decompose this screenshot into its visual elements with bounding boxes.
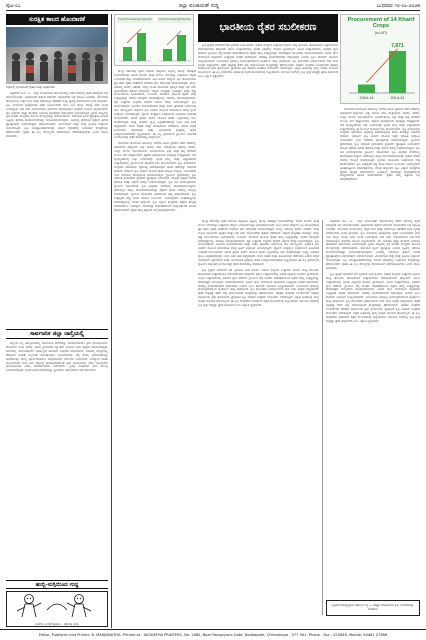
article-middle-body [114,70,196,615]
article-far-right [340,108,420,216]
article-text: ಜಿಲ್ಲೆಯ ಎಲ್ಲ ತಾಲ್ಲೂಕುಗಳಲ್ಲಿ ಸಾರ್ವಜನಿಕ ಸೇವೆಗಳನ್ನು ಸುಗಮಗೊಳಿಸಲು ಕ್ರಮ ಕೈಗೊಳ್ಳಲಾಗಿದೆ. ಕುಡಿಯುವ ನೀರಿನ ಸಮಸ್ಯೆ ಇರುವ ಗ್ರಾಮಗಳಿಗೆ ಟ್ಯಾಂಕರ್ ಮೂಲಕ ನೀರು ಪೂರೈಕೆ ಮಾಡಲಾಗುತ್ತಿದೆ. ಶಾಲೆಗಳಲ್ಲಿ ಮೂಲಸೌಕರ್ಯ ಅಭಿವೃದ್ಧಿಗೆ ಅನುದಾನ ಬಿಡುಗಡೆ ಮಾಡಲಾಗಿದೆ. ಆರೋಗ್ಯ ಕೇಂದ್ರಗಳಲ್ಲಿ ಔಷಧಿಗಳ ಕೊರತೆ ಇಲ್ಲದಂತೆ ನೋಡಿಕೊಳ್ಳಲು ಸೂಚಿಸಲಾಗಿದೆ. ರಸ್ತೆ ದುರಸ್ತಿ ಕಾಮಗಾರಿಗಳನ್ನು ಮಳೆಗಾಲಕ್ಕೂ ಮುನ್ನ ಪೂರ್ಣಗೊಳಿಸಲು ಗುತ್ತಿಗೆದಾರರಿಗೆ ನಿರ್ದೇಶನ ನೀಡಲಾಗಿದೆ. ಉದ್ಯೋಗ ಖಾತರಿ ಯೋಜನೆಯಡಿ ಕೂಲಿ ಹಣ ಸಕಾಲಕ್ಕೆ ಪಾವತಿಯಾಗುವಂತೆ ಕ್ರಮ ವಹಿಸಲಾಗಿದೆ. ವಸತಿ ಯೋಜನೆಯ ಫಲಾನುಭವಿಗಳ ಆಯ್ಕೆ ಪಾರದರ್ಶಕವಾಗಿ ನಡೆಯಲಿದೆ. ಸ್ತ್ರೀಶಕ್ತಿ ಸಂಘಗಳಿಗೆ ಸಾಲ ಸೌಲಭ್ಯ ಒದಗಿಸಲಾಗುತ್ತಿದೆ. ಸಾರ್ವಜನಿಕರ ದೂರುಗಳನ್ನು ಸ್ವೀಕರಿಸಲು ಸಹಾಯವಾಣಿ ಆರಂಭಿಸಲಾಗಿದೆ. [6,342,108,373]
article-text: ಕೇಂದ್ರ ಸರ್ಕಾರವು ರೈತರ ಆದಾಯ ಹೆಚ್ಚಿಸುವ ನಿಟ್ಟಿನಲ್ಲಿ ಹಲವು ಮಹತ್ವದ ಯೋಜನೆಗಳನ್ನು ಜಾರಿಗೆ ತಂದಿದೆ. ಕನಿಷ್ಠ ಬೆಂಬಲ ಬೆಲೆಯನ್ನು ಉತ್ಪಾದನಾ ವೆಚ್ಚದ ಒಂದೂವರೆ ಪಟ್ಟು ನಿಗದಿಪಡಿಸಲಾಗಿದೆ. ಪಿಎಂ ಕಿಸಾನ್ ಸಮ್ಮಾನ್ ನಿಧಿ ಯೋಜನೆಯಡಿ ಪ್ರತಿ ವರ್ಷ ರೈತರ ಖಾತೆಗಳಿಗೆ ನೇರವಾಗಿ ಹಣ ವರ್ಗಾವಣೆ ಮಾಡಲಾಗುತ್ತಿದೆ. ಮಣ್ಣು ಆರೋಗ್ಯ ಕಾರ್ಡ್ ವಿತರಣೆ, ಬೇವು ಲೇಪಿತ ಯೂರಿಯಾ ಪೂರೈಕೆ ಮತ್ತು ಬೆಳೆ ವಿಮೆ ಯೋಜನೆಗಳು ರೈತರಿಗೆ ನೆರವಾಗಿವೆ. ಆಹಾರ ಸಂಸ್ಕರಣಾ ಸಾಮರ್ಥ್ಯ ಮತ್ತು ರಫ್ತು ಗಣನೀಯವಾಗಿ ಏರಿಕೆಯಾಗಿದೆ. ಇ-ನಾಮ್ ವೇದಿಕೆಯ ಮೂಲಕ ರೈತರು ತಮ್ಮ ಉತ್ಪನ್ನಗಳನ್ನು ದೇಶದ ಯಾವುದೇ ಮಾರುಕಟ್ಟೆಯಲ್ಲಿ ಮಾರಾಟ ಮಾಡಬಹುದಾಗಿದೆ. ರೈತ ಉತ್ಪಾದಕ ಸಂಸ್ಥೆಗಳ ರಚನೆಗೆ ಆರ್ಥಿಕ ನೆರವು ನೀಡಲಾಗುತ್ತಿದೆ. ಕೃಷಿ ಮೂಲಸೌಕರ್ಯ ನಿಧಿಯಡಿ ಗೋದಾಮುಗಳು ಮತ್ತು ಶೀತಲ ಘಟಕಗಳ ನಿರ್ಮಾಣಕ್ಕೆ ಸಾಲ ಸೌಲಭ್ಯವಿದೆ. ನೈಸರ್ಗಿಕ ಕೃಷಿ ಮಿಷನ್ ಮೂಲಕ ರಾಸಾಯನಿಕ ಮುಕ್ತ ಕೃಷಿಗೆ ಉತ್ತೇಜನ ನೀಡಲಾಗುತ್ತಿದೆ. ಡ್ರೋನ್ ತಂತ್ರಜ್ಞಾನ ಬಳಕೆಯಿಂದ ಕೀಟನಾಶಕ ಸಿಂಪಡಣೆ ಸುಲಭವಾಗಿದೆ. ಕಿಸಾನ್ ಕ್ರೆಡಿಟ್ ಕಾರ್ಡ್ ಮೂಲಕ ಕಡಿಮೆ ಬಡ್ಡಿದರದಲ್ಲಿ ಸಾಲ ದೊರೆಯುತ್ತಿದೆ. ಸೂಕ್ಷ್ಮ ನೀರಾವರಿ ವ್ಯಾಪ್ತಿ ವಿಸ್ತರಣೆಯಾಗಿದ್ದು ನೀರಿನ ಮಿತ ಬಳಕೆ ಸಾಧ್ಯವಾಗಿದೆ. ಜೇನು ಸಾಕಣೆ ಮತ್ತು ತೋಟಗಾರಿಕೆ ಬೆಳೆಗಳಿಗೂ ವಿಶೇಷ ಆದ್ಯತೆ ನೀಡಲಾಗಿದೆ. ಹೈನುಗಾರಿಕೆ ಮತ್ತು ಮೀನುಗಾರಿಕೆ ಕ್ಷೇತ್ರದಲ್ಲಿ ಹೊಸ ಉದ್ಯೋಗಾವಕಾಶಗಳು ಸೃಷ್ಟಿಯಾಗಿವೆ. ಈ ಎಲ್ಲ ಕ್ರಮಗಳಿಂದ ಗ್ರಾಮೀಣ ಆರ್ಥಿಕತೆ ಬಲಗೊಂಡಿದ್ದು ರೈತರ ಜೀವನಮಟ್ಟ ಸುಧಾರಿಸಿದೆ. [114,70,196,140]
processing-charts [114,14,194,66]
cartoon-caption: ಮಳೆಯ ಬಂದರೆ ಹೋಗಿ... ಪಶುಗಳ ಭಾಗ್ಯ [35,622,79,626]
chart-title: Procurement of 14 Kharif Crops [347,17,415,30]
issue-date: ಬುಧವಾರ ೧೮-೦೬-೨೦೨೫ [376,3,420,9]
exports-bar-new [177,35,186,61]
column-rule [111,14,112,628]
column-rule [322,220,323,615]
capacity-bar-new [137,33,146,61]
cartoon-drawing [7,592,107,618]
article-text: ಚಿತ್ರದುರ್ಗ ಜೂ. ೧೭ - ಜಿಲ್ಲಾ ಪಂಚಾಯತ್ ಸಭಾಂಗಣದಲ್ಲಿ ನಡೆದ ಸಭೆಯಲ್ಲಿ ರೈತರ ಸಮಸ್ಯೆಗಳ ಬಗ್ಗೆ ಚರ್ಚಿಸಲಾಯಿತು. ಅಧಿಕಾರಿಗಳು ರೈತರಿಗೆ ಸರ್ಕಾರದ ಯೋಜನೆಗಳ ಬಗ್ಗೆ ಮಾಹಿತಿ ನೀಡಿದರು. ಮುಂಗಾರು ಹಂಗಾಮಿನಲ್ಲಿ ಬಿತ್ತನೆ ಬೀಜ ಮತ್ತು ರಸಗೊಬ್ಬರ ವಿತರಣೆಗೆ ಸೂಕ್ತ ವ್ಯವಸ್ಥೆ ಮಾಡಲಾಗಿದೆ ಎಂದು ತಿಳಿಸಿದರು. ಕೃಷಿ ಇಲಾಖೆಯ ಅಧಿಕಾರಿಗಳು ರೈತರ ಜಮೀನುಗಳಿಗೆ ಭೇಟಿ ನೀಡಿ ಮಣ್ಣು ಪರೀಕ್ಷೆ ನಡೆಸಿ ಸಲಹೆ ನೀಡಲಿದ್ದಾರೆ. ಬೆಳೆ ವಿಮೆ ಯೋಜನೆಯಡಿ ನೋಂದಣಿ ಮಾಡಿಕೊಳ್ಳಲು ಕೊನೆಯ ದಿನಾಂಕ ವಿಸ್ತರಿಸಲಾಗಿದೆ. ಹನಿ ನೀರಾವರಿ ಮತ್ತು ತುಂತುರು ನೀರಾವರಿ ಘಟಕಗಳಿಗೆ ಸಹಾಯಧನ ನೀಡಲಾಗುತ್ತಿದೆ. ಗ್ರಾಮ ಮಟ್ಟದಲ್ಲಿ ರೈತ ಸಂಪರ್ಕ ಕೇಂದ್ರಗಳ ಮೂಲಕ ಸೌಲಭ್ಯಗಳನ್ನು ಪಡೆಯಬಹುದು. ಸಾವಯವ ಕೃಷಿಗೆ ಪ್ರೋತ್ಸಾಹ ನೀಡುವ ನಿಟ್ಟಿನಲ್ಲಿ ತರಬೇತಿ ಕಾರ್ಯಾಗಾರಗಳನ್ನು ಆಯೋಜಿಸಲಾಗುವುದು. ಸಿರಿಧಾನ್ಯ ಬೆಳೆಯುವ ರೈತರಿಗೆ ವಿಶೇಷ ಪ್ರೋತ್ಸಾಹಧನ ನೀಡಲಾಗುತ್ತದೆ. ಪಶುಸಂಗೋಪನೆ, ಮೀನುಗಾರಿಕೆ ಮತ್ತು ರೇಷ್ಮೆ ಕೃಷಿಗೂ ಉತ್ತೇಜನ ನೀಡಲಾಗುತ್ತಿದೆ. ಕೃಷಿ ಯಂತ್ರೋಪಕರಣಗಳನ್ನು ಬಾಡಿಗೆ ಆಧಾರದಲ್ಲಿ ಒದಗಿಸುವ ಕೇಂದ್ರಗಳನ್ನು ತೆರೆಯಲಾಗಿದೆ. ರೈತರು ಈ ಎಲ್ಲ ಸೌಲಭ್ಯಗಳ ಸದುಪಯೋಗ ಪಡೆದುಕೊಳ್ಳಬೇಕು ಎಂದು ಮನವಿ ಮಾಡಿದರು. [6,92,108,138]
imprint-footer: Editor, Publisher and Printer: B. MANJUNATHA. Printed at : AKSHATHA PRINTERS, No. 1860, Near Rangayana Gate, Doddapete, Chitradurga - 577 501. Phone - Fax : 225848, Mobile: 94481 27866 [0,629,426,640]
page-number: ಪುಟ-೦೭ [6,3,21,9]
bar-2004-14 [358,85,375,93]
processing-charts-graphic [115,15,195,67]
left-headline: ಸುರಕ್ಷಿತ ಕಾಲದ ಹೊಂದಾಣಿಕೆ [6,14,108,25]
capacity-bar-old [123,47,132,61]
chart-title-exports: Food Processing Exports [159,17,191,21]
event-photo [6,27,108,84]
cartoon-headline: ಹುಬ್ಬಿ-ಸುಗ್ಗಿಯಿಂದ ಗುದ್ದ [6,580,108,589]
article-left-body [6,92,108,325]
article-right-upper [198,44,338,216]
procurement-chart [340,14,420,104]
boxed-note: ಕೃಷಿಕರ ಅಭಿವೃದ್ಧಿಗಾಗಿ ಸರ್ಕಾರ ಬದ್ಧ — ಹೆಚ್ಚಿನ ಮಾಹಿತಿಗಾಗಿ ಕೃಷಿ ಇಲಾಖೆಯನ್ನು ಸಂಪರ್ಕಿಸಿ [326,600,420,616]
procurement-chart-plot [341,37,421,105]
article-text: ಮುಂಗಾರು ಹಂಗಾಮಿನ ಹದಿನಾಲ್ಕು ಬೆಳೆಗಳ ಖರೀದಿ ಪ್ರಮಾಣ ಕಳೆದ ದಶಕದಲ್ಲಿ ಅಪಾರವಾಗಿ ಹೆಚ್ಚಾಗಿದೆ. ಭತ್ತ, ಜೋಳ, ರಾಗಿ, ಮೆಕ್ಕೆಜೋಳ, ತೊಗರಿ, ಹೆಸರು, ಉದ್ದು, ಶೇಂಗಾ, ಸೋಯಾಬೀನ್, ಸೂರ್ಯಕಾಂತಿ, ಎಳ್ಳು ಮತ್ತು ಹತ್ತಿ ಬೆಳೆಗಳಿಗೆ ಬೆಂಬಲ ಬೆಲೆ ಹೆಚ್ಚಿಸಲಾಗಿದೆ. ರೈತರಿಗೆ ಪಾವತಿಸಲಾದ ಮೊತ್ತವೂ ದುಪ್ಪಟ್ಟಾಗಿದೆ. ಬೆಳೆ ವೈವಿಧ್ಯೀಕರಣಕ್ಕೆ ಒತ್ತು ನೀಡಲಾಗಿದ್ದು ದ್ವಿದಳ ಧಾನ್ಯ ಮತ್ತು ಎಣ್ಣೆಕಾಳುಗಳ ಉತ್ಪಾದನೆಯಲ್ಲಿ ಸ್ವಾವಲಂಬನೆ ಸಾಧಿಸುವ ಗುರಿ ಹೊಂದಲಾಗಿದೆ. ಕೃಷಿ ಸಂಶೋಧನಾ ಸಂಸ್ಥೆಗಳು ಹವಾಮಾನ ವೈಪರೀತ್ಯ ತಡೆದುಕೊಳ್ಳುವ ಹೊಸ ತಳಿಗಳನ್ನು ಬಿಡುಗಡೆ ಮಾಡಿವೆ. ಡಿಜಿಟಲ್ ಕೃಷಿ ಮಿಷನ್ ಮೂಲಕ ರೈತರ ಮಾಹಿತಿ ಸಂಗ್ರಹಿಸಿ ಯೋಜನೆಗಳ ಲಾಭ ನೇರವಾಗಿ ತಲುಪುವಂತೆ ಮಾಡಲಾಗುತ್ತಿದೆ. ಗ್ರಾಮೀಣ ಪ್ರದೇಶಗಳಲ್ಲಿ ಕೃಷಿ ಆಧಾರಿತ ಕೈಗಾರಿಕೆಗಳ ಸ್ಥಾಪನೆಗೆ ಪ್ರೋತ್ಸಾಹ ನೀಡಲಾಗಿದೆ. ಮಹಿಳಾ ರೈತರಿಗೆ ವಿಶೇಷ ತರಬೇತಿ ಮತ್ತು ಆರ್ಥಿಕ ನೆರವು ಒದಗಿಸಲಾಗುತ್ತಿದೆ. ಕೃಷಿ ಸಖಿ ಕಾರ್ಯಕ್ರಮದಡಿ ಗ್ರಾಮೀಣ ಮಹಿಳೆಯರು ಕೃಷಿ ವಿಸ್ತರಣಾ ಸೇವೆಗಳಲ್ಲಿ ತೊಡಗಿಸಿಕೊಂಡಿದ್ದಾರೆ. ರಸಗೊಬ್ಬರ ಸಬ್ಸಿಡಿ ಮುಂದುವರಿಸಲಾಗಿದ್ದು ರೈತರಿಗೆ ಕಡಿಮೆ ದರದಲ್ಲಿ ಗೊಬ್ಬರ ದೊರೆಯುತ್ತಿದೆ. ನ್ಯಾನೋ ಯೂರಿಯಾ ಬಳಕೆಯಿಂದ ವೆಚ್ಚ ಕಡಿಮೆಯಾಗಿದೆ. ಕೃಷಿ ಉತ್ಪನ್ನಗಳ ರಫ್ತು ಹೊಸ ದಾಖಲೆ ನಿರ್ಮಿಸಿದೆ. ಸಿರಿಧಾನ್ಯಗಳಿಗೆ ಅಂತಾರಾಷ್ಟ್ರೀಯ ಮಾರುಕಟ್ಟೆಯಲ್ಲಿ ಬೇಡಿಕೆ ಹೆಚ್ಚಾಗಿದೆ. ಕೃಷಿ ವಿಜ್ಞಾನ ಕೇಂದ್ರಗಳು ರೈತರಿಗೆ ತಾಂತ್ರಿಕ ಮಾರ್ಗದರ್ಶನ ನೀಡುತ್ತಿವೆ. ಮಾರುಕಟ್ಟೆ ಸುಧಾರಣೆಗಳಿಂದ ಮಧ್ಯವರ್ತಿಗಳ ಹಾವಳಿ ಕಡಿಮೆಯಾಗಿದೆ. ರೈತರು ತಮ್ಮ ಹಕ್ಕುಗಳ ಬಗ್ಗೆ ಜಾಗೃತರಾಗಬೇಕು. [114,141,196,212]
mid-headline: ಸಾರ್ವಜನಿಕ ಜಿಲ್ಲಾ ಚಾಲ್ತಿಯಲ್ಲಿ [6,329,108,339]
tick-label: 2014-24 [390,96,405,100]
article-text: ಮುಂಗಾರು ಹಂಗಾಮಿನ ಹದಿನಾಲ್ಕು ಬೆಳೆಗಳ ಖರೀದಿ ಪ್ರಮಾಣ ಕಳೆದ ದಶಕದಲ್ಲಿ ಅಪಾರವಾಗಿ ಹೆಚ್ಚಾಗಿದೆ. ಭತ್ತ, ಜೋಳ, ರಾಗಿ, ಮೆಕ್ಕೆಜೋಳ, ತೊಗರಿ, ಹೆಸರು, ಉದ್ದು, ಶೇಂಗಾ, ಸೋಯಾಬೀನ್, ಸೂರ್ಯಕಾಂತಿ, ಎಳ್ಳು ಮತ್ತು ಹತ್ತಿ ಬೆಳೆಗಳಿಗೆ ಬೆಂಬಲ ಬೆಲೆ ಹೆಚ್ಚಿಸಲಾಗಿದೆ. ರೈತರಿಗೆ ಪಾವತಿಸಲಾದ ಮೊತ್ತವೂ ದುಪ್ಪಟ್ಟಾಗಿದೆ. ಬೆಳೆ ವೈವಿಧ್ಯೀಕರಣಕ್ಕೆ ಒತ್ತು ನೀಡಲಾಗಿದ್ದು ದ್ವಿದಳ ಧಾನ್ಯ ಮತ್ತು ಎಣ್ಣೆಕಾಳುಗಳ ಉತ್ಪಾದನೆಯಲ್ಲಿ ಸ್ವಾವಲಂಬನೆ ಸಾಧಿಸುವ ಗುರಿ ಹೊಂದಲಾಗಿದೆ. ಕೃಷಿ ಸಂಶೋಧನಾ ಸಂಸ್ಥೆಗಳು ಹವಾಮಾನ ವೈಪರೀತ್ಯ ತಡೆದುಕೊಳ್ಳುವ ಹೊಸ ತಳಿಗಳನ್ನು ಬಿಡುಗಡೆ ಮಾಡಿವೆ. ಡಿಜಿಟಲ್ ಕೃಷಿ ಮಿಷನ್ ಮೂಲಕ ರೈತರ ಮಾಹಿತಿ ಸಂಗ್ರಹಿಸಿ ಯೋಜನೆಗಳ ಲಾಭ ನೇರವಾಗಿ ತಲುಪುವಂತೆ ಮಾಡಲಾಗುತ್ತಿದೆ. ಗ್ರಾಮೀಣ ಪ್ರದೇಶಗಳಲ್ಲಿ ಕೃಷಿ ಆಧಾರಿತ ಕೈಗಾರಿಕೆಗಳ ಸ್ಥಾಪನೆಗೆ ಪ್ರೋತ್ಸಾಹ ನೀಡಲಾಗಿದೆ. ಮಹಿಳಾ ರೈತರಿಗೆ ವಿಶೇಷ ತರಬೇತಿ ಮತ್ತು ಆರ್ಥಿಕ ನೆರವು ಒದಗಿಸಲಾಗುತ್ತಿದೆ. ಕೃಷಿ ಸಖಿ ಕಾರ್ಯಕ್ರಮದಡಿ ಗ್ರಾಮೀಣ ಮಹಿಳೆಯರು ಕೃಷಿ ವಿಸ್ತರಣಾ ಸೇವೆಗಳಲ್ಲಿ ತೊಡಗಿಸಿಕೊಂಡಿದ್ದಾರೆ. ರಸಗೊಬ್ಬರ ಸಬ್ಸಿಡಿ ಮುಂದುವರಿಸಲಾಗಿದ್ದು ರೈತರಿಗೆ ಕಡಿಮೆ ದರದಲ್ಲಿ ಗೊಬ್ಬರ ದೊರೆಯುತ್ತಿದೆ. ನ್ಯಾನೋ ಯೂರಿಯಾ ಬಳಕೆಯಿಂದ ವೆಚ್ಚ ಕಡಿಮೆಯಾಗಿದೆ. ಕೃಷಿ ಉತ್ಪನ್ನಗಳ ರಫ್ತು ಹೊಸ ದಾಖಲೆ ನಿರ್ಮಿಸಿದೆ. ಸಿರಿಧಾನ್ಯಗಳಿಗೆ ಅಂತಾರಾಷ್ಟ್ರೀಯ ಮಾರುಕಟ್ಟೆಯಲ್ಲಿ ಬೇಡಿಕೆ ಹೆಚ್ಚಾಗಿದೆ. ಕೃಷಿ ವಿಜ್ಞಾನ ಕೇಂದ್ರಗಳು ರೈತರಿಗೆ ತಾಂತ್ರಿಕ ಮಾರ್ಗದರ್ಶನ ನೀಡುತ್ತಿವೆ. ಮಾರುಕಟ್ಟೆ ಸುಧಾರಣೆಗಳಿಂದ ಮಧ್ಯವರ್ತಿಗಳ ಹಾವಳಿ ಕಡಿಮೆಯಾಗಿದೆ. ರೈತರು ತಮ್ಮ ಹಕ್ಕುಗಳ ಬಗ್ಗೆ ಜಾಗೃತರಾಗಬೇಕು. [340,108,420,182]
article-left-body-2 [6,342,108,578]
article-lower-col-a [198,220,319,615]
photo-people-silhouettes [6,27,108,84]
article-text: ಕೃಷಿ ಕ್ಷೇತ್ರದ ಬೆಳವಣಿಗೆ ದರ ಸ್ಥಿರವಾಗಿ ಏರಿಕೆ ಕಂಡಿದೆ. ಆಹಾರ ಧಾನ್ಯಗಳ ಉತ್ಪಾದನೆ ದಾಖಲೆ ಮಟ್ಟ ತಲುಪಿದೆ. ತೋಟಗಾರಿಕೆ ಉತ್ಪಾದನೆಯೂ ಗಮನಾರ್ಹವಾಗಿ ಹೆಚ್ಚಾಗಿದೆ. ಹಾಲು ಉತ್ಪಾದನೆಯಲ್ಲಿ ಭಾರತ ವಿಶ್ವದಲ್ಲೇ ಮೊದಲ ಸ್ಥಾನದಲ್ಲಿದೆ. ಮೀನು ಉತ್ಪಾದನೆಯಲ್ಲಿ ಎರಡನೇ ಸ್ಥಾನ ಪಡೆದಿದೆ. ಗ್ರಾಮೀಣ ರಸ್ತೆ ಸಂಪರ್ಕ ಸುಧಾರಣೆಯಿಂದ ರೈತರು ತಮ್ಮ ಉತ್ಪನ್ನಗಳನ್ನು ಮಾರುಕಟ್ಟೆಗೆ ಸುಲಭವಾಗಿ ಸಾಗಿಸಬಹುದಾಗಿದೆ. ಕಿಸಾನ್ ರೈಲು ಸೇವೆಯಿಂದ ಹಾಳಾಗುವ ಉತ್ಪನ್ನಗಳ ಸಾಗಣೆ ವೇಗವಾಗಿದೆ. ಸೌರಶಕ್ತಿ ಪಂಪ್‌ಸೆಟ್‌ಗಳಿಗೆ ಸಹಾಯಧನ ನೀಡುವ ಪಿಎಂ ಕುಸುಮ್ ಯೋಜನೆ ಜನಪ್ರಿಯವಾಗಿದೆ. ಜಲಾನಯನ ಅಭಿವೃದ್ಧಿ ಕಾರ್ಯಕ್ರಮಗಳಿಂದ ಅಂತರ್ಜಲ ಮಟ್ಟ ಸುಧಾರಿಸಿದೆ. ಕೃಷಿ ಹೊಂಡಗಳ ನಿರ್ಮಾಣದಿಂದ ಮಳೆ ನೀರು ಸಂಗ್ರಹ ಸಾಧ್ಯವಾಗಿದೆ. ರೈತರ ಆತ್ಮಹತ್ಯೆ ತಡೆಗೆ ಆಪ್ತ ಸಮಾಲೋಚನೆ ಕೇಂದ್ರಗಳನ್ನು ತೆರೆಯಲಾಗಿದೆ. ಸಹಕಾರಿ ಸಂಘಗಳ ಬಲವರ್ಧನೆಗೆ ಸಹಕಾರ ಸಚಿವಾಲಯ ಕ್ರಮ ಕೈಗೊಂಡಿದೆ. ಪ್ರಾಥಮಿಕ ಕೃಷಿ ಸಹಕಾರ ಸಂಘಗಳ ಗಣಕೀಕರಣ ನಡೆಯುತ್ತಿದೆ. ವಿಶ್ವದ ಅತಿದೊಡ್ಡ ಧಾನ್ಯ ಸಂಗ್ರಹ ಯೋಜನೆ ಜಾರಿಯಲ್ಲಿದೆ. ಈ ಎಲ್ಲ ಸಾಧನೆಗಳು ಭಾರತೀಯ ರೈತರ ಸಬಲೀಕರಣಕ್ಕೆ ಸಾಕ್ಷಿಯಾಗಿವೆ. ಮುಂದಿನ ದಿನಗಳಲ್ಲಿ ಕೃಷಿ ಕ್ಷೇತ್ರ ಮತ್ತಷ್ಟು ಪ್ರಗತಿ ಸಾಧಿಸಲಿದೆ ಎಂಬ ವಿಶ್ವಾಸ ವ್ಯಕ್ತವಾಗಿದೆ. [198,267,319,308]
data-label: 7,871 [391,43,404,50]
photo-caption: ಸಭೆಯಲ್ಲಿ ಭಾಗವಹಿಸಿದ ರೈತರು ಮತ್ತು ಅಧಿಕಾರಿಗಳು [6,85,56,89]
article-lower-col-b [326,220,420,598]
article-text: ಕೃಷಿ ಕ್ಷೇತ್ರದ ಬೆಳವಣಿಗೆ ದರ ಸ್ಥಿರವಾಗಿ ಏರಿಕೆ ಕಂಡಿದೆ. ಆಹಾರ ಧಾನ್ಯಗಳ ಉತ್ಪಾದನೆ ದಾಖಲೆ ಮಟ್ಟ ತಲುಪಿದೆ. ತೋಟಗಾರಿಕೆ ಉತ್ಪಾದನೆಯೂ ಗಮನಾರ್ಹವಾಗಿ ಹೆಚ್ಚಾಗಿದೆ. ಹಾಲು ಉತ್ಪಾದನೆಯಲ್ಲಿ ಭಾರತ ವಿಶ್ವದಲ್ಲೇ ಮೊದಲ ಸ್ಥಾನದಲ್ಲಿದೆ. ಮೀನು ಉತ್ಪಾದನೆಯಲ್ಲಿ ಎರಡನೇ ಸ್ಥಾನ ಪಡೆದಿದೆ. ಗ್ರಾಮೀಣ ರಸ್ತೆ ಸಂಪರ್ಕ ಸುಧಾರಣೆಯಿಂದ ರೈತರು ತಮ್ಮ ಉತ್ಪನ್ನಗಳನ್ನು ಮಾರುಕಟ್ಟೆಗೆ ಸುಲಭವಾಗಿ ಸಾಗಿಸಬಹುದಾಗಿದೆ. ಕಿಸಾನ್ ರೈಲು ಸೇವೆಯಿಂದ ಹಾಳಾಗುವ ಉತ್ಪನ್ನಗಳ ಸಾಗಣೆ ವೇಗವಾಗಿದೆ. ಸೌರಶಕ್ತಿ ಪಂಪ್‌ಸೆಟ್‌ಗಳಿಗೆ ಸಹಾಯಧನ ನೀಡುವ ಪಿಎಂ ಕುಸುಮ್ ಯೋಜನೆ ಜನಪ್ರಿಯವಾಗಿದೆ. ಜಲಾನಯನ ಅಭಿವೃದ್ಧಿ ಕಾರ್ಯಕ್ರಮಗಳಿಂದ ಅಂತರ್ಜಲ ಮಟ್ಟ ಸುಧಾರಿಸಿದೆ. ಕೃಷಿ ಹೊಂಡಗಳ ನಿರ್ಮಾಣದಿಂದ ಮಳೆ ನೀರು ಸಂಗ್ರಹ ಸಾಧ್ಯವಾಗಿದೆ. ರೈತರ ಆತ್ಮಹತ್ಯೆ ತಡೆಗೆ ಆಪ್ತ ಸಮಾಲೋಚನೆ ಕೇಂದ್ರಗಳನ್ನು ತೆರೆಯಲಾಗಿದೆ. ಸಹಕಾರಿ ಸಂಘಗಳ ಬಲವರ್ಧನೆಗೆ ಸಹಕಾರ ಸಚಿವಾಲಯ ಕ್ರಮ ಕೈಗೊಂಡಿದೆ. ಪ್ರಾಥಮಿಕ ಕೃಷಿ ಸಹಕಾರ ಸಂಘಗಳ ಗಣಕೀಕರಣ ನಡೆಯುತ್ತಿದೆ. ವಿಶ್ವದ ಅತಿದೊಡ್ಡ ಧಾನ್ಯ ಸಂಗ್ರಹ ಯೋಜನೆ ಜಾರಿಯಲ್ಲಿದೆ. ಈ ಎಲ್ಲ ಸಾಧನೆಗಳು ಭಾರತೀಯ ರೈತರ ಸಬಲೀಕರಣಕ್ಕೆ ಸಾಕ್ಷಿಯಾಗಿವೆ. ಮುಂದಿನ ದಿನಗಳಲ್ಲಿ ಕೃಷಿ ಕ್ಷೇತ್ರ ಮತ್ತಷ್ಟು ಪ್ರಗತಿ ಸಾಧಿಸಲಿದೆ ಎಂಬ ವಿಶ್ವಾಸ ವ್ಯಕ್ತವಾಗಿದೆ. [326,271,420,323]
exports-bar-old [163,49,172,61]
chart-subtitle: (in LMT) [374,31,388,35]
newspaper-section: ಜಿಲ್ಲಾ ಪಂಚಾಯತ್ ಸುದ್ದಿ [178,3,219,9]
article-text: ಚಿತ್ರದುರ್ಗ ಜೂ. ೧೭ - ಜಿಲ್ಲಾ ಪಂಚಾಯತ್ ಸಭಾಂಗಣದಲ್ಲಿ ನಡೆದ ಸಭೆಯಲ್ಲಿ ರೈತರ ಸಮಸ್ಯೆಗಳ ಬಗ್ಗೆ ಚರ್ಚಿಸಲಾಯಿತು. ಅಧಿಕಾರಿಗಳು ರೈತರಿಗೆ ಸರ್ಕಾರದ ಯೋಜನೆಗಳ ಬಗ್ಗೆ ಮಾಹಿತಿ ನೀಡಿದರು. ಮುಂಗಾರು ಹಂಗಾಮಿನಲ್ಲಿ ಬಿತ್ತನೆ ಬೀಜ ಮತ್ತು ರಸಗೊಬ್ಬರ ವಿತರಣೆಗೆ ಸೂಕ್ತ ವ್ಯವಸ್ಥೆ ಮಾಡಲಾಗಿದೆ ಎಂದು ತಿಳಿಸಿದರು. ಕೃಷಿ ಇಲಾಖೆಯ ಅಧಿಕಾರಿಗಳು ರೈತರ ಜಮೀನುಗಳಿಗೆ ಭೇಟಿ ನೀಡಿ ಮಣ್ಣು ಪರೀಕ್ಷೆ ನಡೆಸಿ ಸಲಹೆ ನೀಡಲಿದ್ದಾರೆ. ಬೆಳೆ ವಿಮೆ ಯೋಜನೆಯಡಿ ನೋಂದಣಿ ಮಾಡಿಕೊಳ್ಳಲು ಕೊನೆಯ ದಿನಾಂಕ ವಿಸ್ತರಿಸಲಾಗಿದೆ. ಹನಿ ನೀರಾವರಿ ಮತ್ತು ತುಂತುರು ನೀರಾವರಿ ಘಟಕಗಳಿಗೆ ಸಹಾಯಧನ ನೀಡಲಾಗುತ್ತಿದೆ. ಗ್ರಾಮ ಮಟ್ಟದಲ್ಲಿ ರೈತ ಸಂಪರ್ಕ ಕೇಂದ್ರಗಳ ಮೂಲಕ ಸೌಲಭ್ಯಗಳನ್ನು ಪಡೆಯಬಹುದು. ಸಾವಯವ ಕೃಷಿಗೆ ಪ್ರೋತ್ಸಾಹ ನೀಡುವ ನಿಟ್ಟಿನಲ್ಲಿ ತರಬೇತಿ ಕಾರ್ಯಾಗಾರಗಳನ್ನು ಆಯೋಜಿಸಲಾಗುವುದು. ಸಿರಿಧಾನ್ಯ ಬೆಳೆಯುವ ರೈತರಿಗೆ ವಿಶೇಷ ಪ್ರೋತ್ಸಾಹಧನ ನೀಡಲಾಗುತ್ತದೆ. ಪಶುಸಂಗೋಪನೆ, ಮೀನುಗಾರಿಕೆ ಮತ್ತು ರೇಷ್ಮೆ ಕೃಷಿಗೂ ಉತ್ತೇಜನ ನೀಡಲಾಗುತ್ತಿದೆ. ಕೃಷಿ ಯಂತ್ರೋಪಕರಣಗಳನ್ನು ಬಾಡಿಗೆ ಆಧಾರದಲ್ಲಿ ಒದಗಿಸುವ ಕೇಂದ್ರಗಳನ್ನು ತೆರೆಯಲಾಗಿದೆ. ರೈತರು ಈ ಎಲ್ಲ ಸೌಲಭ್ಯಗಳ ಸದುಪಯೋಗ ಪಡೆದುಕೊಳ್ಳಬೇಕು ಎಂದು ಮನವಿ ಮಾಡಿದರು. [326,220,420,270]
article-text: ಕೃಷಿ ಕ್ಷೇತ್ರದ ಬೆಳವಣಿಗೆ ದರ ಸ್ಥಿರವಾಗಿ ಏರಿಕೆ ಕಂಡಿದೆ. ಆಹಾರ ಧಾನ್ಯಗಳ ಉತ್ಪಾದನೆ ದಾಖಲೆ ಮಟ್ಟ ತಲುಪಿದೆ. ತೋಟಗಾರಿಕೆ ಉತ್ಪಾದನೆಯೂ ಗಮನಾರ್ಹವಾಗಿ ಹೆಚ್ಚಾಗಿದೆ. ಹಾಲು ಉತ್ಪಾದನೆಯಲ್ಲಿ ಭಾರತ ವಿಶ್ವದಲ್ಲೇ ಮೊದಲ ಸ್ಥಾನದಲ್ಲಿದೆ. ಮೀನು ಉತ್ಪಾದನೆಯಲ್ಲಿ ಎರಡನೇ ಸ್ಥಾನ ಪಡೆದಿದೆ. ಗ್ರಾಮೀಣ ರಸ್ತೆ ಸಂಪರ್ಕ ಸುಧಾರಣೆಯಿಂದ ರೈತರು ತಮ್ಮ ಉತ್ಪನ್ನಗಳನ್ನು ಮಾರುಕಟ್ಟೆಗೆ ಸುಲಭವಾಗಿ ಸಾಗಿಸಬಹುದಾಗಿದೆ. ಕಿಸಾನ್ ರೈಲು ಸೇವೆಯಿಂದ ಹಾಳಾಗುವ ಉತ್ಪನ್ನಗಳ ಸಾಗಣೆ ವೇಗವಾಗಿದೆ. ಸೌರಶಕ್ತಿ ಪಂಪ್‌ಸೆಟ್‌ಗಳಿಗೆ ಸಹಾಯಧನ ನೀಡುವ ಪಿಎಂ ಕುಸುಮ್ ಯೋಜನೆ ಜನಪ್ರಿಯವಾಗಿದೆ. ಜಲಾನಯನ ಅಭಿವೃದ್ಧಿ ಕಾರ್ಯಕ್ರಮಗಳಿಂದ ಅಂತರ್ಜಲ ಮಟ್ಟ ಸುಧಾರಿಸಿದೆ. ಕೃಷಿ ಹೊಂಡಗಳ ನಿರ್ಮಾಣದಿಂದ ಮಳೆ ನೀರು ಸಂಗ್ರಹ ಸಾಧ್ಯವಾಗಿದೆ. ರೈತರ ಆತ್ಮಹತ್ಯೆ ತಡೆಗೆ ಆಪ್ತ ಸಮಾಲೋಚನೆ ಕೇಂದ್ರಗಳನ್ನು ತೆರೆಯಲಾಗಿದೆ. ಸಹಕಾರಿ ಸಂಘಗಳ ಬಲವರ್ಧನೆಗೆ ಸಹಕಾರ ಸಚಿವಾಲಯ ಕ್ರಮ ಕೈಗೊಂಡಿದೆ. ಪ್ರಾಥಮಿಕ ಕೃಷಿ ಸಹಕಾರ ಸಂಘಗಳ ಗಣಕೀಕರಣ ನಡೆಯುತ್ತಿದೆ. ವಿಶ್ವದ ಅತಿದೊಡ್ಡ ಧಾನ್ಯ ಸಂಗ್ರಹ ಯೋಜನೆ ಜಾರಿಯಲ್ಲಿದೆ. ಈ ಎಲ್ಲ ಸಾಧನೆಗಳು ಭಾರತೀಯ ರೈತರ ಸಬಲೀಕರಣಕ್ಕೆ ಸಾಕ್ಷಿಯಾಗಿವೆ. ಮುಂದಿನ ದಿನಗಳಲ್ಲಿ ಕೃಷಿ ಕ್ಷೇತ್ರ ಮತ್ತಷ್ಟು ಪ್ರಗತಿ ಸಾಧಿಸಲಿದೆ ಎಂಬ ವಿಶ್ವಾಸ ವ್ಯಕ್ತವಾಗಿದೆ. [198,44,338,79]
article-text: ಕೇಂದ್ರ ಸರ್ಕಾರವು ರೈತರ ಆದಾಯ ಹೆಚ್ಚಿಸುವ ನಿಟ್ಟಿನಲ್ಲಿ ಹಲವು ಮಹತ್ವದ ಯೋಜನೆಗಳನ್ನು ಜಾರಿಗೆ ತಂದಿದೆ. ಕನಿಷ್ಠ ಬೆಂಬಲ ಬೆಲೆಯನ್ನು ಉತ್ಪಾದನಾ ವೆಚ್ಚದ ಒಂದೂವರೆ ಪಟ್ಟು ನಿಗದಿಪಡಿಸಲಾಗಿದೆ. ಪಿಎಂ ಕಿಸಾನ್ ಸಮ್ಮಾನ್ ನಿಧಿ ಯೋಜನೆಯಡಿ ಪ್ರತಿ ವರ್ಷ ರೈತರ ಖಾತೆಗಳಿಗೆ ನೇರವಾಗಿ ಹಣ ವರ್ಗಾವಣೆ ಮಾಡಲಾಗುತ್ತಿದೆ. ಮಣ್ಣು ಆರೋಗ್ಯ ಕಾರ್ಡ್ ವಿತರಣೆ, ಬೇವು ಲೇಪಿತ ಯೂರಿಯಾ ಪೂರೈಕೆ ಮತ್ತು ಬೆಳೆ ವಿಮೆ ಯೋಜನೆಗಳು ರೈತರಿಗೆ ನೆರವಾಗಿವೆ. ಆಹಾರ ಸಂಸ್ಕರಣಾ ಸಾಮರ್ಥ್ಯ ಮತ್ತು ರಫ್ತು ಗಣನೀಯವಾಗಿ ಏರಿಕೆಯಾಗಿದೆ. ಇ-ನಾಮ್ ವೇದಿಕೆಯ ಮೂಲಕ ರೈತರು ತಮ್ಮ ಉತ್ಪನ್ನಗಳನ್ನು ದೇಶದ ಯಾವುದೇ ಮಾರುಕಟ್ಟೆಯಲ್ಲಿ ಮಾರಾಟ ಮಾಡಬಹುದಾಗಿದೆ. ರೈತ ಉತ್ಪಾದಕ ಸಂಸ್ಥೆಗಳ ರಚನೆಗೆ ಆರ್ಥಿಕ ನೆರವು ನೀಡಲಾಗುತ್ತಿದೆ. ಕೃಷಿ ಮೂಲಸೌಕರ್ಯ ನಿಧಿಯಡಿ ಗೋದಾಮುಗಳು ಮತ್ತು ಶೀತಲ ಘಟಕಗಳ ನಿರ್ಮಾಣಕ್ಕೆ ಸಾಲ ಸೌಲಭ್ಯವಿದೆ. ನೈಸರ್ಗಿಕ ಕೃಷಿ ಮಿಷನ್ ಮೂಲಕ ರಾಸಾಯನಿಕ ಮುಕ್ತ ಕೃಷಿಗೆ ಉತ್ತೇಜನ ನೀಡಲಾಗುತ್ತಿದೆ. ಡ್ರೋನ್ ತಂತ್ರಜ್ಞಾನ ಬಳಕೆಯಿಂದ ಕೀಟನಾಶಕ ಸಿಂಪಡಣೆ ಸುಲಭವಾಗಿದೆ. ಕಿಸಾನ್ ಕ್ರೆಡಿಟ್ ಕಾರ್ಡ್ ಮೂಲಕ ಕಡಿಮೆ ಬಡ್ಡಿದರದಲ್ಲಿ ಸಾಲ ದೊರೆಯುತ್ತಿದೆ. ಸೂಕ್ಷ್ಮ ನೀರಾವರಿ ವ್ಯಾಪ್ತಿ ವಿಸ್ತರಣೆಯಾಗಿದ್ದು ನೀರಿನ ಮಿತ ಬಳಕೆ ಸಾಧ್ಯವಾಗಿದೆ. ಜೇನು ಸಾಕಣೆ ಮತ್ತು ತೋಟಗಾರಿಕೆ ಬೆಳೆಗಳಿಗೂ ವಿಶೇಷ ಆದ್ಯತೆ ನೀಡಲಾಗಿದೆ. ಹೈನುಗಾರಿಕೆ ಮತ್ತು ಮೀನುಗಾರಿಕೆ ಕ್ಷೇತ್ರದಲ್ಲಿ ಹೊಸ ಉದ್ಯೋಗಾವಕಾಶಗಳು ಸೃಷ್ಟಿಯಾಗಿವೆ. ಈ ಎಲ್ಲ ಕ್ರಮಗಳಿಂದ ಗ್ರಾಮೀಣ ಆರ್ಥಿಕತೆ ಬಲಗೊಂಡಿದ್ದು ರೈತರ ಜೀವನಮಟ್ಟ ಸುಧಾರಿಸಿದೆ. [198,220,319,266]
main-headline: ಭಾರತೀಯ ರೈತರ ಸಬಲೀಕರಣ [198,14,338,42]
page-header [6,3,420,11]
political-cartoon [6,591,108,627]
bar-2014-24 [389,51,406,93]
tick-label: 2004-14 [359,96,374,100]
chart-title-capacity: Food Processing Capacity [118,17,152,21]
